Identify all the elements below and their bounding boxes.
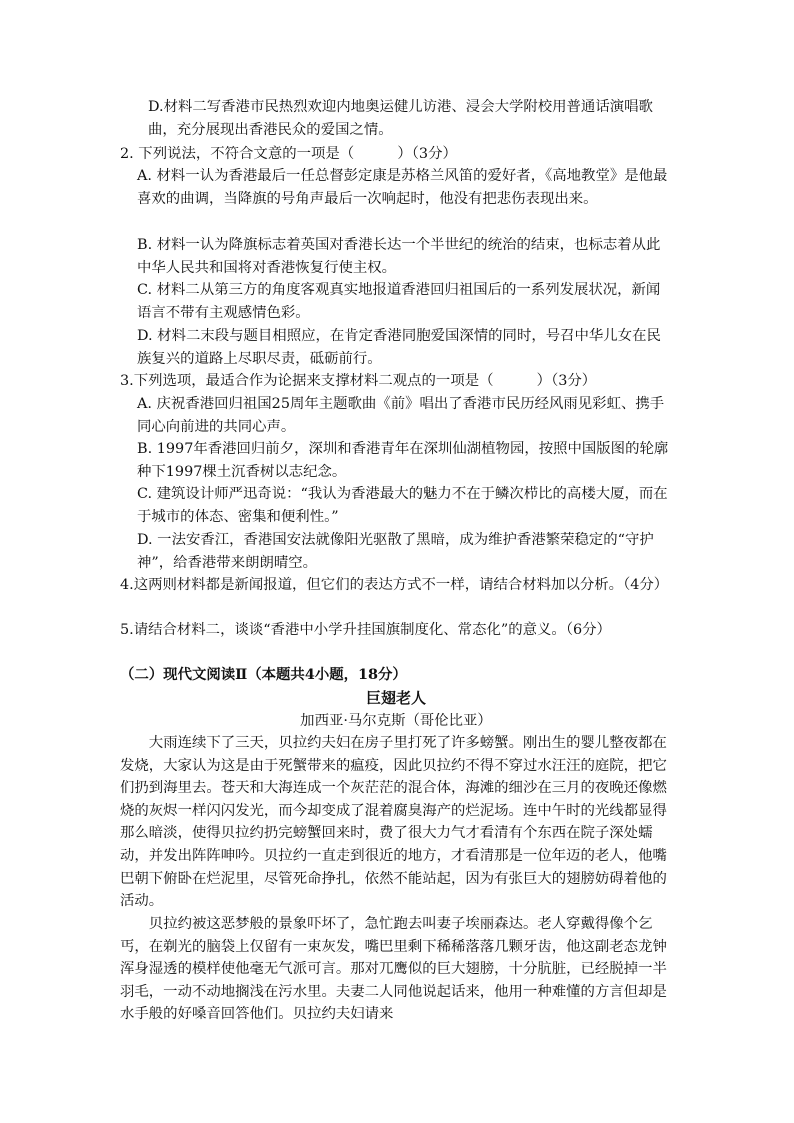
story-title: 巨翅老人 (365, 689, 426, 707)
q3-option-b: B. 1997年香港回归前夕，深圳和香港青年在深圳仙湖植物园，按照中国版图的轮廓种下1997棵土沉香树以志纪念。 (137, 441, 669, 480)
q3-option-d: D. 一法安香江，香港国安法就像阳光驱散了黑暗，成为维护香港繁荣稳定的“守护神”，给香港带来朗朗晴空。 (137, 532, 654, 571)
q3-stem: 3.下列选项，最适合作为论据来支撑材料二观点的一项是（ ）（3分） (120, 373, 597, 389)
q2-option-d: D. 材料二末段与题目相照应，在肯定香港同胞爱国深情的同时，号召中华儿女在民族复兴的道路上尽职尽责，砥砺前行。 (137, 328, 661, 367)
section-heading: （二）现代文阅读Ⅱ（本题共4小题，18分） (120, 666, 407, 683)
story-author: 加西亚·马尔克斯（哥伦比亚） (300, 713, 492, 729)
story-paragraph-1: 大雨连续下了三天，贝拉约夫妇在房子里打死了许多螃蟹。刚出生的婴儿整夜都在发烧，大家认为这是由于死蟹带来的瘟疫，因此贝拉约不得不穿过水汪汪的庭院，把它们扔到海里去。苍天和大海连成一个灰茫茫的混合体，海滩的细沙在三月的夜晚还像燃烧的灰烬一样闪闪发光，而今却变成了混着腐臭海产的烂泥场。连中午时的光线都显得那么暗淡，使得贝拉约扔完螃蟹回来时，费了很大力气才看清有个东西在院子深处蠕动，并发出阵阵呻吟。贝拉约一直走到很近的地方，才看清那是一位年迈的老人，他嘴巴朝下俯卧在烂泥里，尽管死命挣扎，依然不能站起，因为有张巨大的翅膀妨碍着他的活动。 (120, 735, 667, 910)
story-paragraph-2: 贝拉约被这恶梦般的景象吓坏了，急忙跑去叫妻子埃丽森达。老人穿戴得像个乞丐，在剃光的脑袋上仅留有一束灰发，嘴巴里剩下稀稀落落几颗牙齿，他这副老态龙钟浑身湿透的模样使他毫无气派可言。那对兀鹰似的巨大翅膀，十分肮脏，已经脱掉一半羽毛，一动不动地搁浅在污水里。夫妻二人同他说起话来，他用一种难懂的方言但却是水手般的好嗓音回答他们。贝拉约夫妇请来 (120, 916, 667, 1023)
q2-option-a: A. 材料一认为香港最后一任总督彭定康是苏格兰风笛的爱好者，《高地教堂》是他最喜欢的曲调，当降旗的号角声最后一次响起时，他没有把悲伤表现出来。 (137, 168, 668, 207)
q4-stem: 4.这两则材料都是新闻报道，但它们的表达方式不一样，请结合材料加以分析。（4分） (120, 577, 669, 593)
q1-option-d: D.材料二写香港市民热烈欢迎内地奥运健儿访港、浸会大学附校用普通话演唱歌曲，充分展现出香港民众的爱国之情。 (148, 99, 653, 138)
q2-option-b: B. 材料一认为降旗标志着英国对香港长达一个半世纪的统治的结束，也标志着从此中华人民共和国将对香港恢复行使主权。 (137, 237, 661, 276)
q3-option-a: A. 庆祝香港回归祖国25周年主题歌曲《前》唱出了香港市民历经风雨见彩虹、携手同心向前进的共同心声。 (137, 396, 665, 435)
q2-option-c: C. 材料二从第三方的角度客观真实地报道香港回归祖国后的一系列发展状况，新闻语言不带有主观感情色彩。 (137, 282, 661, 321)
q3-option-c: C. 建筑设计师严迅奇说：“我认为香港最大的魅力不在于鳞次栉比的高楼大厦，而在于城市的体态、密集和便利性。” (137, 486, 668, 525)
q5-stem: 5.请结合材料二，谈谈“香港中小学升挂国旗制度化、常态化”的意义。（6分） (120, 622, 611, 638)
q2-stem: 2. 下列说法，不符合文意的一项是（ ）（3分） (120, 146, 457, 162)
